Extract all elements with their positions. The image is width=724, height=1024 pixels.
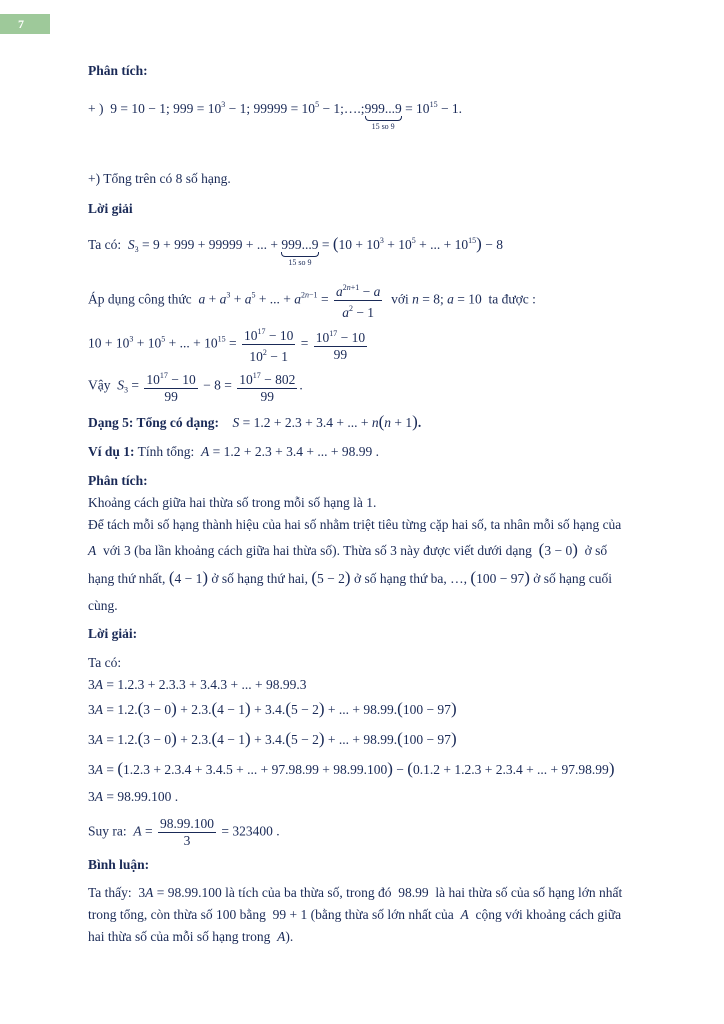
solution-line-1: Ta có: $S_3 = 9 + 999 + 99999$ + ... + 999...9 15 so 9 = ($10 + 10^3 + 10^5$ + ... + $10^{15}) - 8$ [88,234,503,267]
dang-5-heading: Dạng 5: Tổng có dạng: S = 1.2 + 2.3 + 3.4 + ... + n(n + 1). [88,412,422,431]
heading-phan-tich-1: Phân tích: [88,63,148,78]
commentary-line-3: hai thừa số của mỗi số hạng trong A). [88,929,294,944]
analysis-line-1: + ) 9 = 10 − 1; $999 = 10^3 - 1$; $99999 = 10^5$ − 1;….;999...9 15 so 9 = $10^{15} - 1$. [88,100,463,131]
solution-intro: Ta có: [88,655,122,670]
equation-line-5: 3A = 98.99.100 . [88,789,179,804]
equation-line-3: 3A = 1.2.(3 − 0) + 2.3.(4 − 1) + 3.4.(5 − 2) + ... + 98.99.(100 − 97) [88,729,457,748]
heading-loi-giai-1: Lời giải [88,201,133,216]
commentary-line-1: Ta thấy: 3A = 98.99.100 là tích của ba thừa số, trong đó 98.99 là hai thừa số của số hạng lớn nhất [88,885,623,900]
heading-loi-giai-2: Lời giải: [88,626,138,641]
commentary-line-2: trong tổng, còn thừa số 100 bằng 99 + 1 (bằng thừa số lớn nhất của A cộng với khoảng cách giữa [88,907,622,922]
analysis-text-1: Khoảng cách giữa hai thừa số trong mỗi số hạng là 1. [88,495,377,510]
heading-binh-luan: Bình luận: [88,857,150,872]
equation-line-1: 3A = 1.2.3 + 2.3.3 + 3.4.3 + ... + 98.99.3 [88,677,307,692]
equation-line-4: 3A = (1.2.3 + 2.3.4 + 3.4.5 + ... + 97.98.99 + 98.99.100) − (0.1.2 + 1.2.3 + 2.3.4 + ... + 97.98.99) [88,759,615,778]
formula-line: Áp dụng công thức $a + a^3 + a^5$ + ... + $a^{2n-1}$ = $\frac{a^{2n+1} - a}{a^2 - 1}$ với n = 8; a = 10 ta được : [88,280,536,321]
analysis-text-4: hạng thứ nhất, (4 − 1) ở số hạng thứ hai, (5 − 2) ở số hạng thứ ba, …, (100 − 97) ở số hạng cuối [88,568,613,587]
analysis-text-2: Để tách mỗi số hạng thành hiệu của hai số nhằm triệt tiêu từng cặp hai số, ta nhân mỗi số hạng của [88,517,622,532]
equation-line-2: 3A = 1.2.(3 − 0) + 2.3.(4 − 1) + 3.4.(5 − 2) + ... + 98.99.(100 − 97) [88,699,457,718]
page-number-tab: 7 [0,14,50,34]
analysis-text-5: cùng. [88,598,118,613]
result-line: Suy ra: A = $\frac{98.99.100}{3}$ = 323400 . [88,816,280,848]
heading-phan-tich-2: Phân tích: [88,473,148,488]
conclusion-line: Vậy $S_3$ = $\frac{10^{17} - 10}{99}$ − 8 = $\frac{10^{17} - 802}{99}$ . [88,368,303,405]
analysis-line-2: +) Tổng trên có 8 số hạng. [88,171,231,186]
sum-fraction-line: $10 + 10^3 + 10^5$ + ... + $10^{15}$ = $\frac{10^{17} - 10}{10^2 - 1}$ = $\frac{10^{17} - 10}{99}$ [88,324,369,365]
example-1-line: Ví dụ 1: Tính tổng: A = 1.2 + 2.3 + 3.4 + ... + 98.99 . [88,444,379,459]
analysis-text-3: A với 3 (ba lần khoảng cách giữa hai thừa số). Thừa số 3 này được viết dưới dạng (3 − 0) ở số [88,540,608,559]
